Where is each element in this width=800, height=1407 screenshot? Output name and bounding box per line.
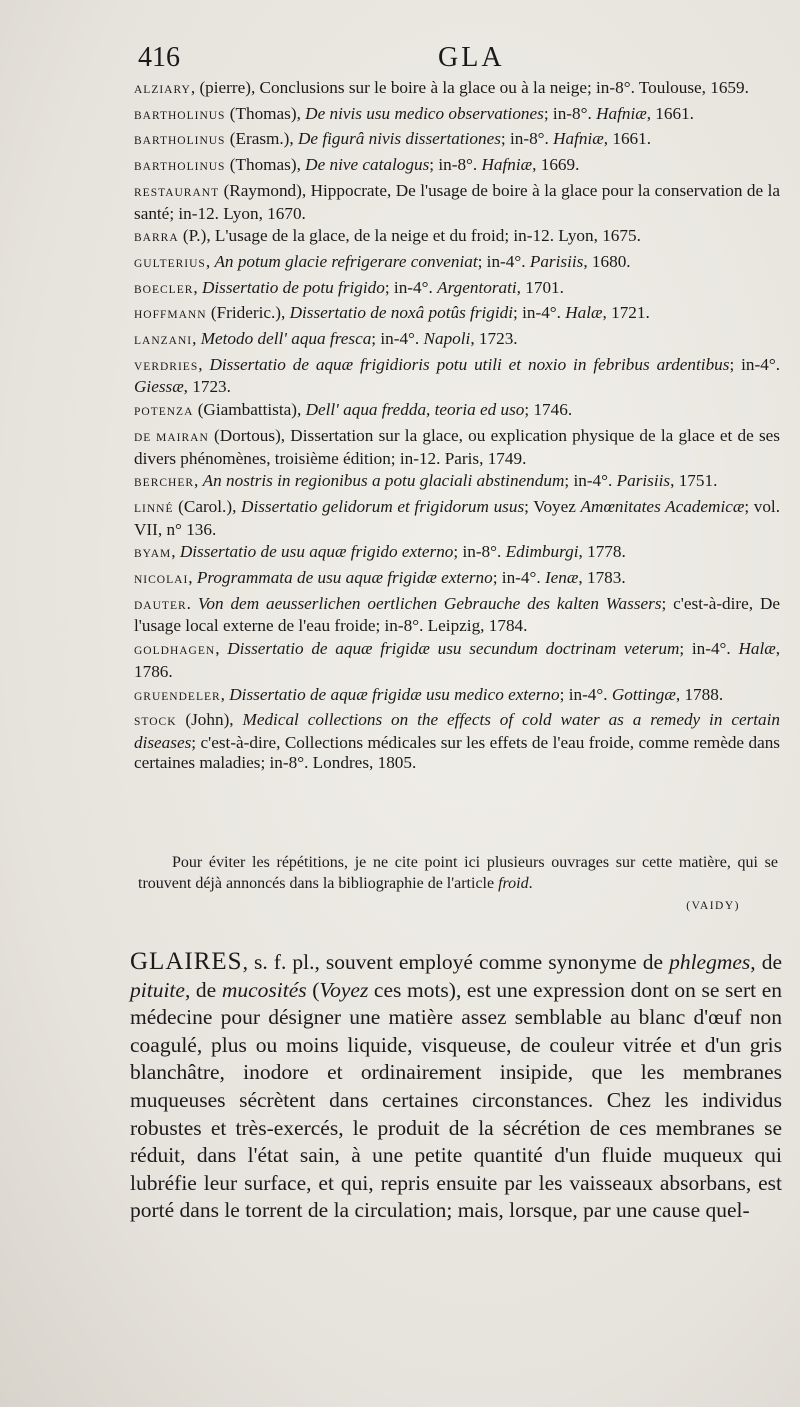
entry-text: , 1783. [578,568,626,588]
entry-author: BARRA [134,232,179,245]
entry-text: ; in-4°. [729,354,781,374]
bibliography-entry [134,400,780,423]
entry-author: POTENZA [134,406,194,419]
entry-text: ; in-8°. [543,103,597,123]
entry-title: Dissertatio de aquæ frigidæ usu medico externo [229,684,560,704]
article-text: , de [750,950,783,974]
entry-author: BARTHOLINUS [134,161,226,174]
entry-text: , 1786. [134,639,780,681]
entry-title: Dissertatio gelidorum et frigidorum usus [241,496,525,516]
entry-text: (John), [176,710,243,730]
entry-author: GULTERIUS [134,257,206,270]
entry-place: Halæ [565,303,603,323]
entry-title: De nive catalogus [305,155,430,175]
article-text: , s. f. pl., souvent employé comme synonyme de [242,950,670,974]
bibliography-entry [134,226,780,249]
entry-text: ; c'est-à-dire, De l'usage local externe de l'eau froide; in-8°. Leipzig, 1784. [134,593,780,636]
running-head: GLA [438,42,505,73]
entry-text: , 1723. [470,329,518,349]
entry-text: (P.), L'usage de la glace, de la neige et du froid; in-12. Lyon, 1675. [178,226,641,246]
entry-author: DAUTER [134,599,187,612]
entry-author: BYAM [134,548,172,561]
entry-title: De figurâ nivis dissertationes [298,129,501,149]
entry-text: , 1778. [578,542,626,562]
entry-title: Dell' aqua fredda, teoria ed uso [305,400,525,420]
entry-text: (Erasm.), [225,129,298,149]
entry-text: ; c'est-à-dire, Collections médicales sur les effets de l'eau froide, comme remède dans certaines maladies; in-8°. Londres, 1805. [134,732,780,772]
bibliography-entry [134,685,780,708]
entry-text: ; Voyez [524,496,581,516]
entry-title: Von dem aeusserlichen oertlichen Gebrauche des kalten Wassers [197,593,662,613]
entry-place: Parisiis [616,471,671,491]
entry-place: Argentorati [437,277,517,297]
bibliography-entry [134,542,780,565]
entry-text: , 1661. [646,103,694,123]
entry-place: Hafniæ [553,129,604,149]
entry-author: STOCK [134,716,177,729]
entry-place: Parisiis [529,251,584,271]
entry-author: NICOLAI [134,574,189,587]
entry-text: , 1661. [603,129,652,149]
entry-place: Ienæ [544,568,579,588]
bibliography-entry [134,303,780,326]
bibliography-list [134,78,780,775]
article-text: ( [306,977,320,1002]
entry-text: (Frideric.), [206,303,290,323]
entry-place: Hafniæ [596,103,647,123]
entry-author: HOFFMANN [134,309,207,322]
entry-text: ; in-8°. [429,155,482,175]
note-text: Pour éviter les répétitions, je ne cite point ici plusieurs ouvrages sur cette matière, qui se trouvent déjà annoncés dans la bibliographie de l'article [138,854,778,892]
entry-author: BARTHOLINUS [134,109,226,122]
entry-author: GOLDHAGEN [134,645,216,658]
entry-author: RESTAURANT [134,186,220,199]
article-glaires [130,948,782,1225]
bibliography-note [138,852,778,894]
entry-text: ; in-8°. [453,542,506,562]
entry-text: (Thomas), [225,155,306,175]
article-text: ces mots), est une expression dont on se sert en médecine pour désigner une matière assez semblable au blanc d'œuf non coagulé, plus ou moins liquide, visqueuse, de couleur vitrée et d'un gris blanchâtre, inodore et ordinairement insipide, que les membranes muqueuses sécrètent dans certaines circonstances. Chez les individus robustes et très-exercés, le produit de la sécrétion de ces membranes se réduit, dans l'état sain, à une petite quantité d'un fluide muqueux qui lubréfie leur surface, et qui, repris ensuite par les vaisseaux absorbans, est porté dans le torrent de la circulation; mais, lorsque, par une cause quel- [130,977,782,1223]
entry-text: , [215,639,228,659]
bibliography-entry [134,104,780,127]
entry-author: BERCHER [134,477,195,490]
entry-text: , 1723. [183,377,231,397]
entry-title: Metodo dell' aqua fresca [200,329,372,349]
author-signature: (VAIDY) [686,900,740,912]
bibliography-entry [134,497,780,539]
entry-title: Dissertatio de noxâ potûs frigidi [289,303,514,323]
entry-text: ; in-8°. [500,129,554,149]
entry-title: Dissertatio de usu aquæ frigido externo [179,542,454,562]
entry-author: DE MAIRAN [134,431,209,444]
bibliography-entry [134,355,780,397]
entry-text: (Giambattista), [193,400,306,420]
entry-text: ; in-4°. [371,329,424,349]
bibliography-entry [134,426,780,468]
bibliography-entry [134,594,780,636]
entry-place: Giessæ [134,377,184,397]
entry-text: ; vol. VII, n° 136. [134,496,780,539]
entry-text: , [193,277,202,297]
bibliography-entry [134,710,780,772]
entry-author: LANZANI [134,335,193,348]
entry-place: Hafniæ [481,155,533,175]
entry-text: ; in-4°. [492,568,545,588]
page-number: 416 [138,42,180,73]
note-end: . [528,875,533,892]
entry-place: Halæ [738,639,776,659]
bibliography-entry [134,278,780,301]
entry-text: (Carol.), [173,496,242,516]
bibliography-entry [134,639,780,681]
entry-text: , [220,684,230,704]
bibliography-entry [134,181,780,223]
entry-text: , 1751. [670,471,718,491]
entry-text: , (pierre), Conclusions sur le boire à la glace ou à la neige; in-8°. Toulouse, 1659. [190,78,749,97]
bibliography-entry [134,329,780,352]
entry-title: An nostris in regionibus a potu glaciali abstinendum [202,471,565,491]
entry-text: (Dortous), Dissertation sur la glace, ou explication physique de la glace et de ses divers phénomènes, troisième édition; in-12. Paris, 1749. [134,425,780,468]
bibliography-entry [134,568,780,591]
bibliography-entry [134,155,780,178]
entry-text: ; in-4°. [564,471,617,491]
entry-text: , [171,542,180,562]
entry-text: , [188,568,197,588]
note-word: froid [498,875,529,892]
entry-text: , 1721. [602,303,650,323]
entry-text: , [194,471,203,491]
bibliography-entry [134,129,780,152]
entry-author: VERDRIES [134,360,199,373]
entry-text: ; in-4°. [513,303,566,323]
headword: GLAIRES [130,948,243,975]
article-term: pituite [130,977,185,1002]
entry-title: De nivis usu medico observationes [305,103,544,123]
entry-title: Dissertatio de potu frigido [201,277,385,297]
article-term: phlegmes [669,950,751,974]
entry-author: ALZIARY [134,84,191,96]
entry-title: Programmata de usu aquæ frigidæ externo [196,568,493,588]
entry-text: , 1788. [675,684,724,704]
article-term: Voyez [319,977,369,1002]
entry-text: , [205,251,215,271]
entry-text: ; 1746. [524,400,573,420]
entry-title: Dissertatio de aquæ frigidioris potu utili et noxio in febribus ardentibus [209,354,730,374]
entry-author: GRUENDELER [134,690,221,703]
entry-text: ; in-4°. [679,639,739,659]
entry-text: , 1701. [516,277,564,297]
entry-title: Dissertatio de aquæ frigidæ usu secundum doctrinam veterum [227,639,680,659]
entry-text: (Raymond), Hippocrate, De l'usage de boire à la glace pour la conservation de la santé; in-12. Lyon, 1670. [134,180,780,223]
entry-text: . [186,593,198,613]
entry-place: Napoli [423,329,471,349]
entry-place: Amœnitates Academicæ [580,496,745,516]
bibliography-entry [134,471,780,494]
page-header [138,42,760,82]
entry-text: , 1680. [583,251,631,271]
entry-text: , [192,329,201,349]
article-text: , de [184,977,222,1002]
entry-title: Medical collections on the effects of cold water as a remedy in certain diseases [134,710,780,752]
entry-author: BOECLER [134,283,194,296]
bibliography-entry [134,252,780,275]
bibliography-entry [134,78,780,101]
entry-title: An potum glacie refrigerare conveniat [214,251,478,271]
entry-author: BARTHOLINUS [134,135,226,148]
entry-place: Edimburgi [505,542,579,562]
article-term: mucosités [221,977,307,1002]
entry-text: ; in-4°. [559,684,612,704]
entry-text: , 1669. [532,155,580,175]
entry-text: (Thomas), [225,103,306,123]
entry-text: , [198,354,210,374]
entry-place: Gottingæ [611,684,676,704]
entry-text: ; in-4°. [384,277,438,297]
entry-author: LINNÉ [134,502,174,515]
entry-text: ; in-4°. [477,251,530,271]
